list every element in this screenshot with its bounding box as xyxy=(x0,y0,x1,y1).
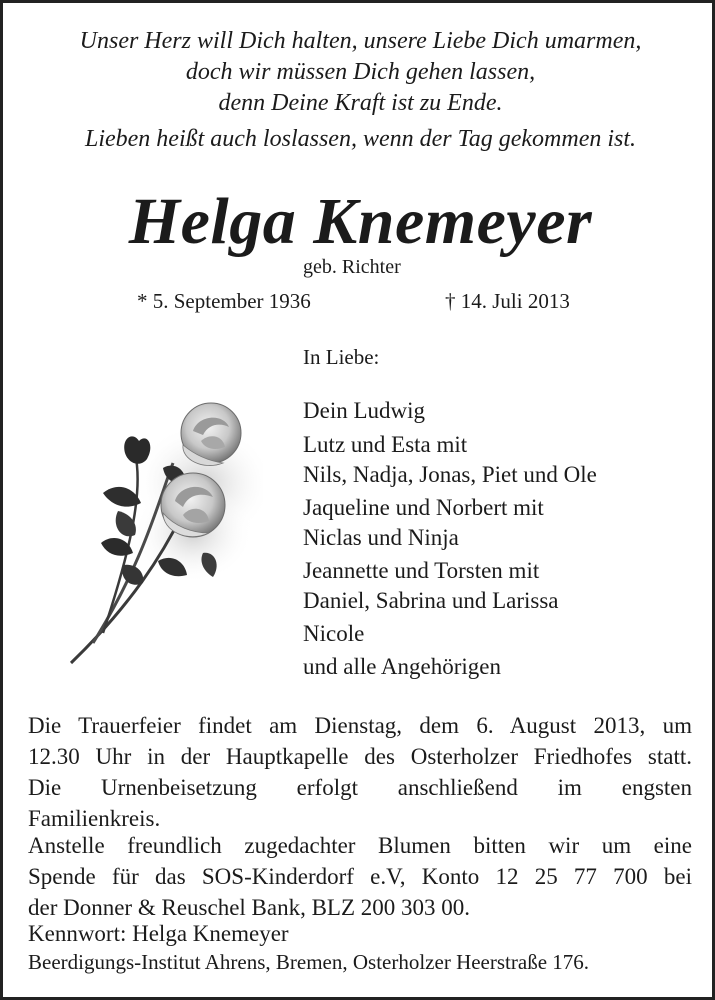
mourner-line: Dein Ludwig xyxy=(303,398,426,423)
donation-line: Anstelle freundlich zugedachter Blumen bitten wir um eine xyxy=(28,833,692,858)
poem-line: doch wir müssen Dich gehen lassen, xyxy=(185,59,536,85)
ceremony-line: Familienkreis. xyxy=(28,806,161,831)
donation-line: Spende für das SOS-Kinderdorf e.V, Konto 12 25 77 700 bei xyxy=(28,864,692,889)
funeral-institute: Beerdigungs-Institut Ahrens, Bremen, Osterholzer Heerstraße 176. xyxy=(28,950,590,974)
birth-date: * 5. September 1936 xyxy=(137,289,311,313)
mourners-heading: In Liebe: xyxy=(303,345,380,369)
mourner-line: und alle Angehörigen xyxy=(303,654,502,679)
birth-name: geb. Richter xyxy=(303,256,401,278)
donation-notice xyxy=(28,830,692,923)
mourner-line: Nicole xyxy=(303,621,365,646)
donation-line: der Donner & Reuschel Bank, BLZ 200 303 00. xyxy=(28,895,471,920)
mourner-line: Jeannette und Torsten mit xyxy=(303,558,540,583)
ceremony-line: 12.30 Uhr in der Hauptkapelle des Osterholzer Friedhofes statt. xyxy=(28,744,692,769)
mourner-line: Jaqueline und Norbert mit xyxy=(303,495,544,520)
rose-leaf xyxy=(116,511,136,536)
deceased-name: Helga Knemeyer xyxy=(128,185,593,258)
mourner-line: Nils, Nadja, Jonas, Piet und Ole xyxy=(303,462,597,487)
poem-stanza-1 xyxy=(3,26,715,119)
rose-leaf xyxy=(101,538,133,556)
poem-line: denn Deine Kraft ist zu Ende. xyxy=(218,90,503,116)
mourner-line: Lutz und Esta mit xyxy=(303,432,468,457)
rose-illustration xyxy=(63,393,263,673)
ceremony-line: Die Urnenbeisetzung erfolgt anschließend im engsten xyxy=(28,775,692,800)
ceremony-line: Die Trauerfeier findet am Dienstag, dem 6. August 2013, um xyxy=(28,713,692,738)
mourner-line: Daniel, Sabrina und Larissa xyxy=(303,588,559,613)
death-date: † 14. Juli 2013 xyxy=(445,289,570,313)
donation-keyword: Kennwort: Helga Knemeyer xyxy=(28,921,289,946)
mourner-line: Niclas und Ninja xyxy=(303,525,459,550)
poem-line: Unser Herz will Dich halten, unsere Liebe Dich umarmen, xyxy=(79,28,642,54)
rose-bud xyxy=(124,436,150,463)
ceremony-notice xyxy=(28,710,692,834)
poem-stanza-2: Lieben heißt auch loslassen, wenn der Tag gekommen ist. xyxy=(84,126,637,152)
